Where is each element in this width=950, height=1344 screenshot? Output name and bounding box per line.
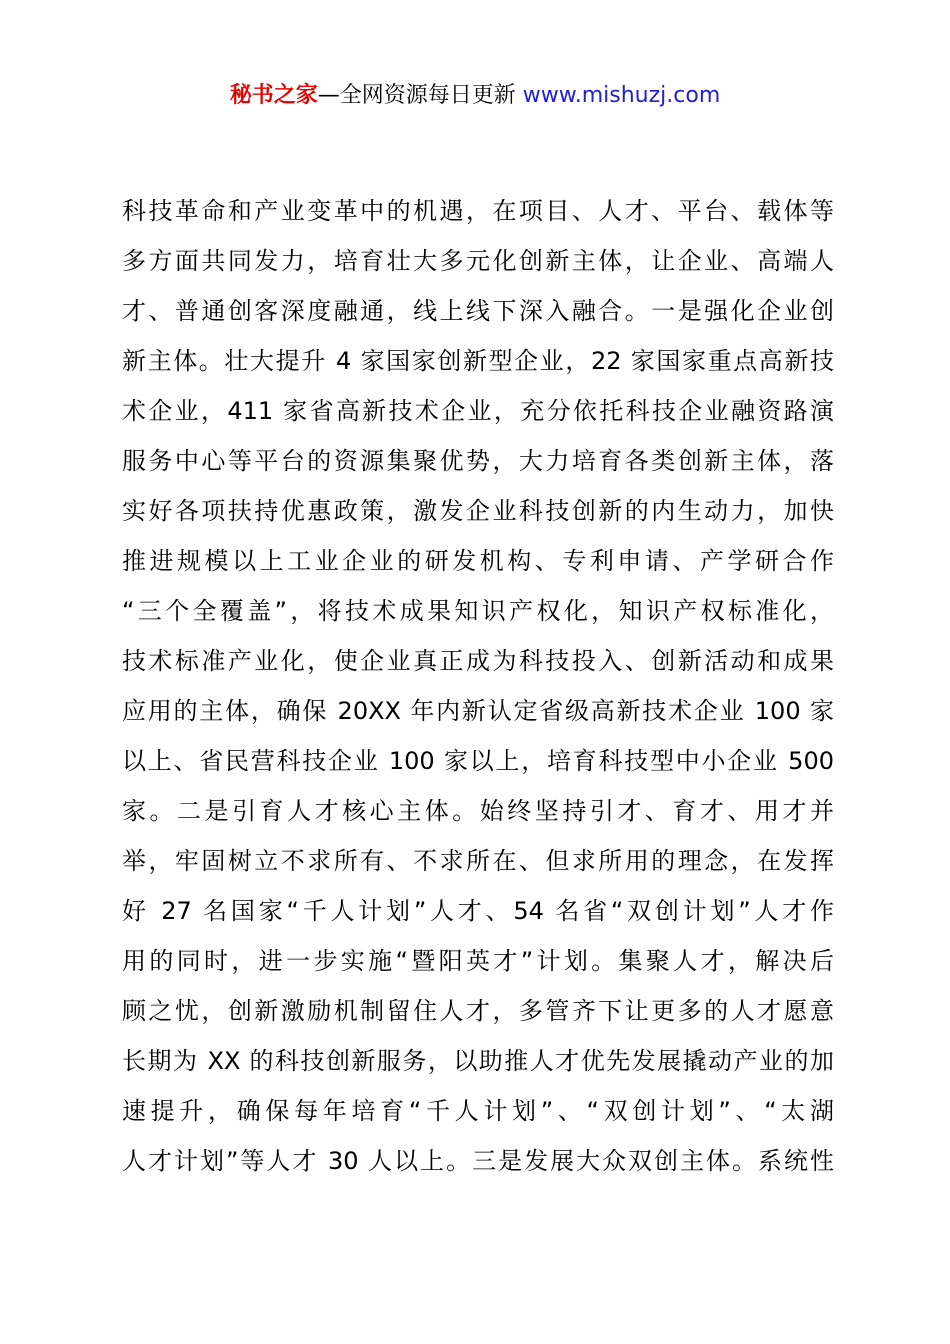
text-line: 应用的主体，确保 20XX 年内新认定省级高新技术企业 100 家 — [122, 697, 834, 725]
text-line: 长期为 XX 的科技创新服务，以助推人才优先发展撬动产业的加 — [122, 1047, 834, 1075]
text-line: 多方面共同发力，培育壮大多元化创新主体，让企业、高端人 — [122, 247, 834, 275]
text-line: 好 27 名国家“千人计划”人才、54 名省“双创计划”人才作 — [122, 897, 834, 925]
text-line: 术企业，411 家省高新技术企业，充分依托科技企业融资路演 — [122, 397, 834, 425]
text-line: “三个全覆盖”，将技术成果知识产权化，知识产权标准化， — [122, 597, 834, 625]
site-tagline: —全网资源每日更新 — [317, 83, 516, 108]
text-line: 实好各项扶持优惠政策，激发企业科技创新的内生动力，加快 — [122, 497, 834, 525]
text-line: 用的同时，进一步实施“暨阳英才”计划。集聚人才，解决后 — [122, 947, 834, 975]
text-line: 以上、省民营科技企业 100 家以上，培育科技型中小企业 500 — [122, 747, 834, 775]
text-line: 人才计划”等人才 30 人以上。三是发展大众双创主体。系统性 — [122, 1147, 834, 1175]
text-line: 速提升，确保每年培育“千人计划”、“双创计划”、“太湖 — [122, 1097, 834, 1125]
site-brand: 秘书之家 — [229, 83, 318, 108]
text-line: 家。二是引育人才核心主体。始终坚持引才、育才、用才并 — [122, 797, 834, 825]
text-line: 服务中心等平台的资源集聚优势，大力培育各类创新主体，落 — [122, 447, 834, 475]
site-url-link[interactable]: www.mishuzj.com — [522, 83, 721, 108]
text-line: 推进规模以上工业企业的研发机构、专利申请、产学研合作 — [122, 547, 834, 575]
text-line: 才、普通创客深度融通，线上线下深入融合。一是强化企业创 — [122, 297, 834, 325]
text-line: 科技革命和产业变革中的机遇，在项目、人才、平台、载体等 — [122, 197, 834, 225]
text-line: 顾之忧，创新激励机制留住人才，多管齐下让更多的人才愿意 — [122, 997, 834, 1025]
text-line: 新主体。壮大提升 4 家国家创新型企业，22 家国家重点高新技 — [122, 347, 834, 375]
document-body — [122, 186, 834, 1186]
text-line: 举，牢固树立不求所有、不求所在、但求所用的理念，在发挥 — [122, 847, 834, 875]
page-header — [0, 80, 950, 112]
text-line: 技术标准产业化，使企业真正成为科技投入、创新活动和成果 — [122, 647, 834, 675]
